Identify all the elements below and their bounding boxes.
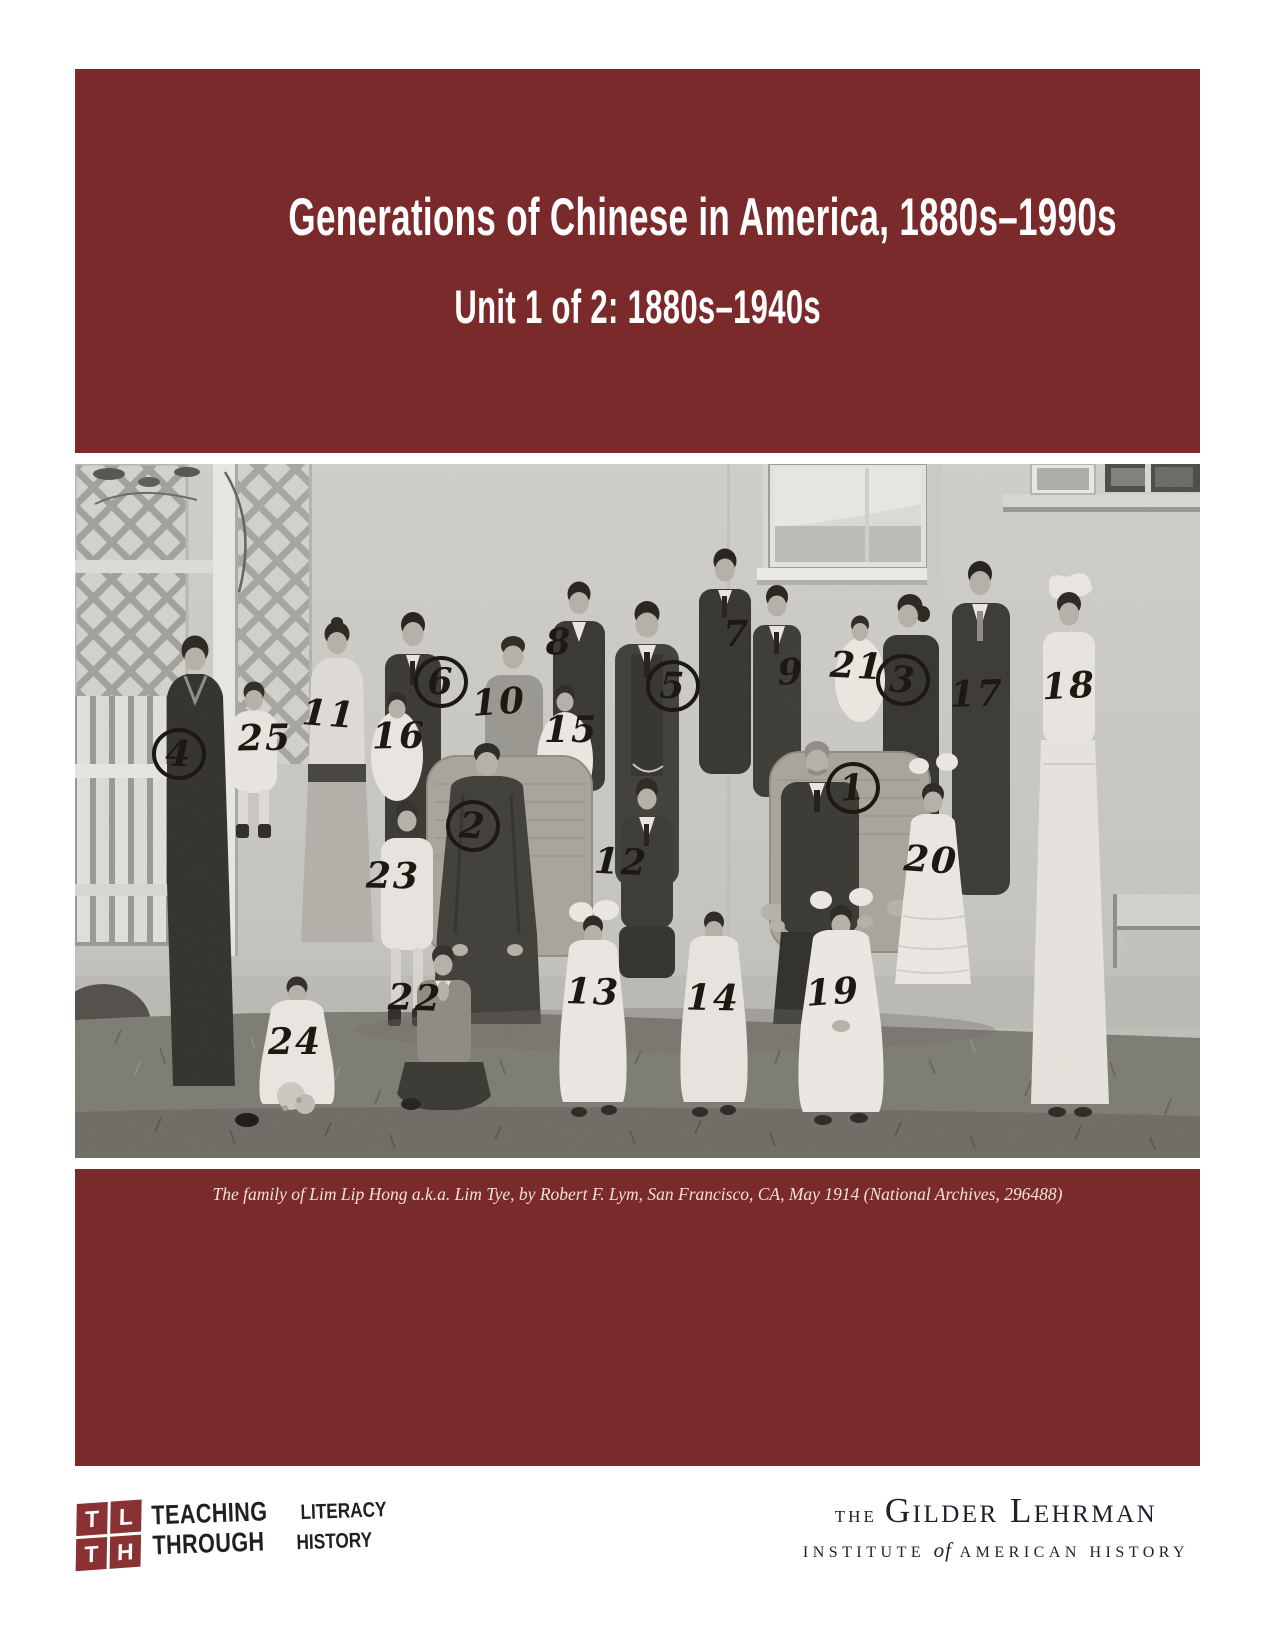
title-block	[75, 69, 1200, 453]
tlth-square-t1: T	[76, 1502, 108, 1536]
gilder-lehrman-logo	[790, 1491, 1202, 1563]
tlth-wordmark	[151, 1491, 408, 1567]
photo-grain-overlay	[75, 464, 1200, 1158]
tlth-word-literacy: LITERACY	[300, 1498, 388, 1525]
footer	[0, 1490, 1275, 1600]
tlth-square-l: L	[110, 1499, 142, 1533]
tlth-word-history: HISTORY	[296, 1528, 373, 1555]
gilder-lehrman-american-history: AMERICAN HISTORY	[959, 1544, 1190, 1561]
family-photo-image	[75, 464, 1200, 1158]
page-subtitle: Unit 1 of 2: 1880s–1940s	[454, 280, 821, 333]
tlth-square-t2: T	[76, 1537, 108, 1571]
photo-caption: The family of Lim Lip Hong a.k.a. Lim Tye, by Robert F. Lym, San Francisco, CA, May 1914 (National Archives, 296488)	[212, 1184, 1063, 1204]
gilder-lehrman-of: of	[933, 1538, 952, 1562]
gilder-lehrman-institute-line	[790, 1538, 1202, 1563]
gilder-lehrman-institute: INSTITUTE	[802, 1544, 926, 1561]
tlth-logo	[75, 1491, 408, 1569]
caption-block	[75, 1169, 1200, 1466]
page-title: Generations of Chinese in America, 1880s–1990s	[288, 188, 1117, 247]
gilder-lehrman-name-line	[790, 1491, 1202, 1535]
gilder-lehrman-the: THE	[834, 1507, 877, 1526]
tlth-square-h: H	[110, 1535, 142, 1569]
family-photo	[75, 464, 1200, 1158]
tlth-logo-squares	[76, 1499, 142, 1571]
tlth-word-teaching: TEACHING	[150, 1496, 268, 1531]
gilder-lehrman-name: Gilder Lehrman	[884, 1491, 1158, 1530]
tlth-word-through: THROUGH	[152, 1526, 265, 1561]
